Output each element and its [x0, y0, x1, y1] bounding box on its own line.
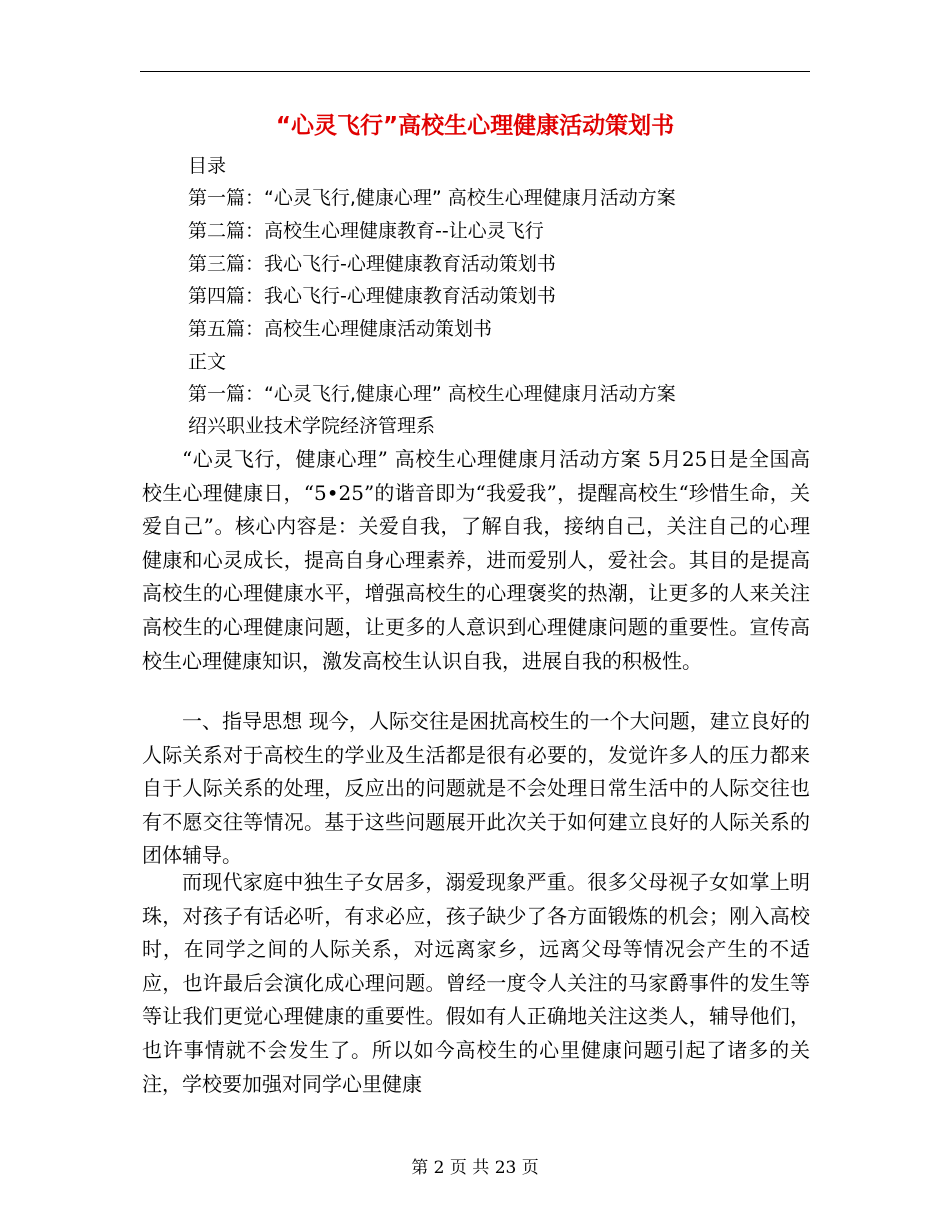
document-title: “心灵飞行”高校生心理健康活动策划书 [275, 113, 675, 139]
paragraph-intro: “心灵飞行，健康心理” 高校生心理健康月活动方案 5月25日是全国高校生心理健康日，“5•25”的谐音即为“我爱我”，提醒高校生“珍惜生命，关爱自己”。核心内容是：关爱自我，了解自我，接纳自己，关注自己的心理健康和心灵成长，提高自身心理素养，进而爱别人，爱社会。其目的是提高高校生的心理健康水平，增强高校生的心理褒奖的热潮，让更多的人来关注高校生的心理健康问题，让更多的人意识到心理健康问题的重要性。宣传高校生心理健康知识，激发高校生认识自我，进展自我的积极性。 [142, 447, 810, 673]
toc-heading: 目录 [188, 155, 227, 177]
page-footer: 第 2 页 共 23 页 [411, 1158, 539, 1178]
toc-item-1: 第一篇：“心灵飞行,健康心理” 高校生心理健康月活动方案 [188, 187, 676, 209]
toc-item-5: 第五篇：高校生心理健康活动策划书 [188, 318, 493, 340]
toc-item-4: 第四篇：我心飞行-心理健康教育活动策划书 [188, 285, 556, 307]
paragraph-family-background: 而现代家庭中独生子女居多，溺爱现象严重。很多父母视子女如掌上明珠，对孩子有话必听，有求必应，孩子缺少了各方面锻炼的机会；刚入高校时，在同学之间的人际关系，对远离家乡，远离父母等情况会产生的不适应，也许最后会演化成心理问题。曾经一度令人关注的马家爵事件的发生等等让我们更觉心理健康的重要性。假如有人正确地关注这类人，辅导他们，也许事情就不会发生了。所以如今高校生的心里健康问题引起了诸多的关注，学校要加强对同学心里健康 [142, 870, 810, 1096]
toc-item-3: 第三篇：我心飞行-心理健康教育活动策划书 [188, 253, 556, 275]
section-title: 第一篇：“心灵飞行,健康心理” 高校生心理健康月活动方案 [188, 383, 676, 405]
body-heading: 正文 [188, 351, 227, 373]
organization-line: 绍兴职业技术学院经济管理系 [188, 415, 436, 437]
header-rule [140, 71, 810, 72]
toc-item-2: 第二篇：高校生心理健康教育--让心灵飞行 [188, 220, 544, 242]
paragraph-guiding-idea: 一、指导思想 现今，人际交往是困扰高校生的一个大问题，建立良好的人际关系对于高校生的学业及生活都是很有必要的，发觉许多人的压力都来自于人际关系的处理，反应出的问题就是不会处理日常生活中的人际交往也有不愿交往等情况。基于这些问题展开此次关于如何建立良好的人际关系的团体辅导。 [142, 709, 810, 868]
